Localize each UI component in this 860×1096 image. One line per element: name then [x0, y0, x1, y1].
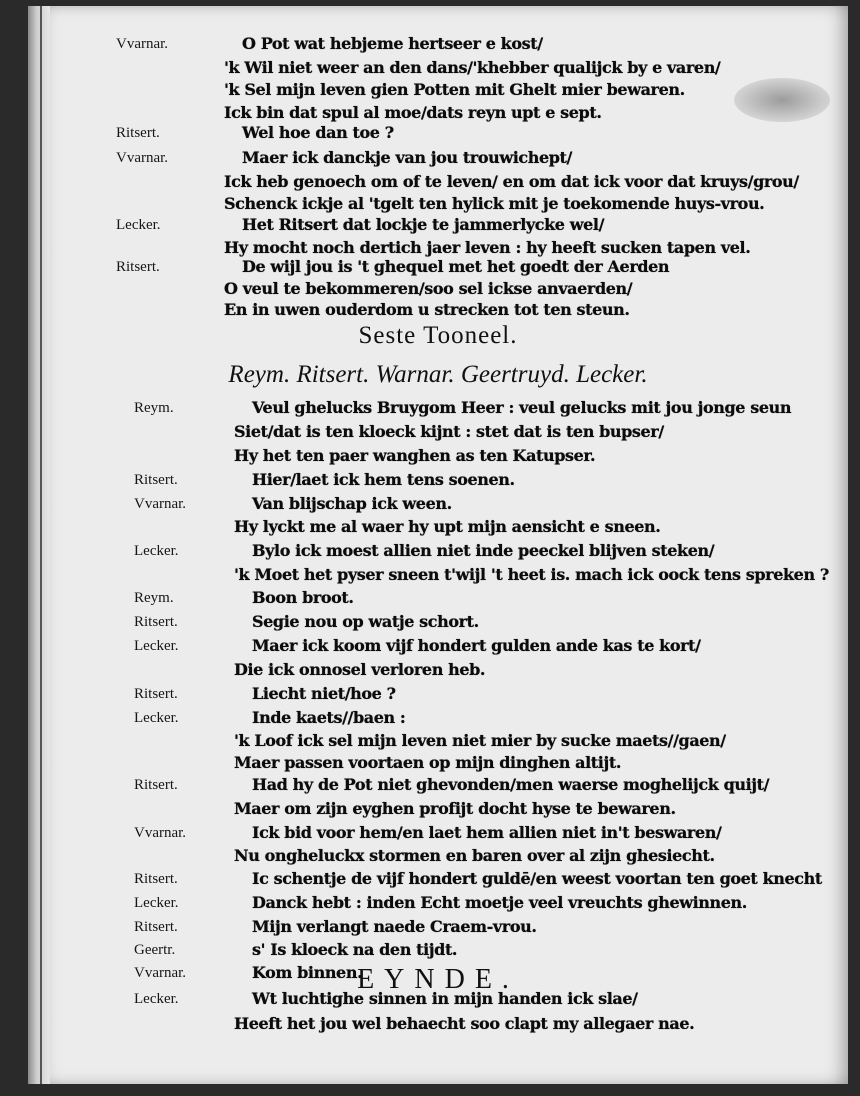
verse-text: Het Ritsert dat lockje te jammerlycke wel/: [242, 215, 605, 234]
verse-line: [28, 751, 848, 775]
speaker-label: Lecker.: [134, 710, 179, 726]
speaker-label: Lecker.: [134, 991, 179, 1007]
verse-line: [28, 444, 848, 468]
speaker-label: Ritsert.: [116, 125, 160, 141]
verse-line: [28, 773, 848, 797]
verse-text: Segie nou op watje schort.: [252, 612, 479, 631]
verse-text: Maer passen voortaen op mijn dinghen altijt.: [234, 753, 622, 772]
verse-text: Schenck ickje al 'tgelt ten hylick mit je toekomende huys-vrou.: [224, 194, 765, 213]
speaker-label: Geertr.: [134, 942, 176, 958]
speaker-label: Ritsert.: [134, 777, 178, 793]
verse-text: Danck hebt : inden Echt moetje veel vreuchts ghewinnen.: [252, 893, 747, 912]
speaker-label: Vvarnar.: [116, 36, 169, 52]
verse-text: Kom binnen.: [252, 963, 363, 982]
verse-line: [28, 56, 848, 80]
speaker-label: Reym.: [134, 400, 174, 416]
verse-text: De wijl jou is 't ghequel met het goedt der Aerden: [242, 257, 670, 276]
verse-line: [28, 78, 848, 102]
verse-text: Ick bin dat spul al moe/dats reyn upt e sept.: [224, 103, 602, 122]
verse-line: [28, 610, 848, 634]
verse-text: Hy het ten paer wanghen as ten Katupser.: [234, 446, 596, 465]
verse-text: Veul ghelucks Bruygom Heer : veul gelucks mit jou jonge seun: [252, 398, 792, 417]
verse-text: Hy lyckt me al waer hy upt mijn aensicht e sneen.: [234, 517, 661, 536]
verse-line: [28, 121, 848, 145]
verse-line: [28, 797, 848, 821]
verse-text: O veul te bekommeren/soo sel ickse anvaerden/: [224, 279, 633, 298]
verse-line: [28, 1012, 848, 1036]
verse-line: [28, 492, 848, 516]
verse-text: Mijn verlangt naede Craem-vrou.: [252, 917, 537, 936]
verse-text: Maer ick koom vijf hondert gulden ande kas te kort/: [252, 636, 701, 655]
verse-text: Ick heb genoech om of te leven/ en om dat ick voor dat kruys/grou/: [224, 172, 799, 191]
verse-line: [28, 867, 848, 891]
verse-line: [28, 821, 848, 845]
verse-line: [28, 468, 848, 492]
verse-line: [28, 255, 848, 279]
verse-line: [28, 938, 848, 962]
verse-text: 'k Wil niet weer an den dans/'khebber qualijck by e varen/: [224, 58, 721, 77]
verse-text: Heeft het jou wel behaecht soo clapt my allegaer nae.: [234, 1014, 695, 1033]
verse-text: Inde kaets//baen :: [252, 708, 406, 727]
verse-text: 'k Sel mijn leven gien Potten mit Ghelt mier bewaren.: [224, 80, 685, 99]
verse-line: [28, 915, 848, 939]
verse-line: [28, 146, 848, 170]
speaker-label: Vvarnar.: [134, 496, 187, 512]
verse-text: Boon broot.: [252, 588, 354, 607]
speaker-label: Ritsert.: [134, 472, 178, 488]
verse-line: [28, 563, 848, 587]
speaker-label: Ritsert.: [134, 614, 178, 630]
verse-line: [28, 420, 848, 444]
verse-text: Maer ick danckje van jou trouwichept/: [242, 148, 572, 167]
speaker-label: Vvarnar.: [116, 150, 169, 166]
verse-text: Had hy de Pot niet ghevonden/men waerse moghelijck quijt/: [252, 775, 770, 794]
verse-text: Die ick onnosel verloren heb.: [234, 660, 486, 679]
verse-line: [28, 729, 848, 753]
verse-text: Siet/dat is ten kloeck kijnt : stet dat is ten bupser/: [234, 422, 664, 441]
verse-line: [28, 170, 848, 194]
verse-text: Maer om zijn eyghen profijt docht hyse te bewaren.: [234, 799, 676, 818]
speaker-label: Ritsert.: [134, 919, 178, 935]
speaker-label: Reym.: [134, 590, 174, 606]
speaker-label: Lecker.: [134, 638, 179, 654]
verse-text: Nu ongheluckx stormen en baren over al zijn ghesiecht.: [234, 846, 715, 865]
speaker-label: Vvarnar.: [134, 965, 187, 981]
speaker-label: Lecker.: [134, 543, 179, 559]
verse-line: [28, 658, 848, 682]
verse-line: [28, 396, 848, 420]
speaker-label: Ritsert.: [116, 259, 160, 275]
verse-line: [28, 844, 848, 868]
verse-text: Bylo ick moest allien niet inde peeckel blijven steken/: [252, 541, 715, 560]
scene-title: Seste Tooneel.: [358, 322, 518, 349]
verse-line: [28, 891, 848, 915]
speaker-label: Ritsert.: [134, 871, 178, 887]
verse-line: [28, 32, 848, 56]
speaker-label: Lecker.: [134, 895, 179, 911]
verse-text: Ick bid voor hem/en laet hem allien niet in't beswaren/: [252, 823, 722, 842]
verse-line: [28, 539, 848, 563]
speaker-label: Lecker.: [116, 217, 161, 233]
verse-line: [28, 298, 848, 322]
verse-line: [28, 682, 848, 706]
ending-word: EYNDE.: [357, 964, 519, 995]
verse-line: [28, 586, 848, 610]
verse-line: [28, 515, 848, 539]
book-page: [28, 6, 848, 1084]
verse-text: Hier/laet ick hem tens soenen.: [252, 470, 515, 489]
verse-text: 'k Moet het pyser sneen t'wijl 't heet is. mach ick oock tens spreken ?: [234, 565, 829, 584]
verse-line: [28, 213, 848, 237]
verse-text: Ic schentje de vijf hondert guldē/en weest voortan ten goet knecht: [252, 869, 822, 888]
verse-text: Wt luchtighe sinnen in mijn handen ick slae/: [252, 989, 638, 1008]
verse-text: O Pot wat hebjeme hertseer e kost/: [242, 34, 543, 53]
verse-text: Wel hoe dan toe ?: [242, 123, 394, 142]
speaker-label: Vvarnar.: [134, 825, 187, 841]
verse-text: s' Is kloeck na den tijdt.: [252, 940, 458, 959]
verse-text: Liecht niet/hoe ?: [252, 684, 396, 703]
speaker-label: Ritsert.: [134, 686, 178, 702]
verse-line: [28, 706, 848, 730]
verse-text: Van blijschap ick ween.: [252, 494, 452, 513]
verse-text: Hy mocht noch dertich jaer leven : hy heeft sucken tapen vel.: [224, 238, 751, 257]
verse-line: [28, 634, 848, 658]
verse-text: En in uwen ouderdom u strecken tot ten steun.: [224, 300, 630, 319]
verse-text: 'k Loof ick sel mijn leven niet mier by sucke maets//gaen/: [234, 731, 726, 750]
cast-list: Reym. Ritsert. Warnar. Geertruyd. Lecker.: [228, 361, 648, 388]
